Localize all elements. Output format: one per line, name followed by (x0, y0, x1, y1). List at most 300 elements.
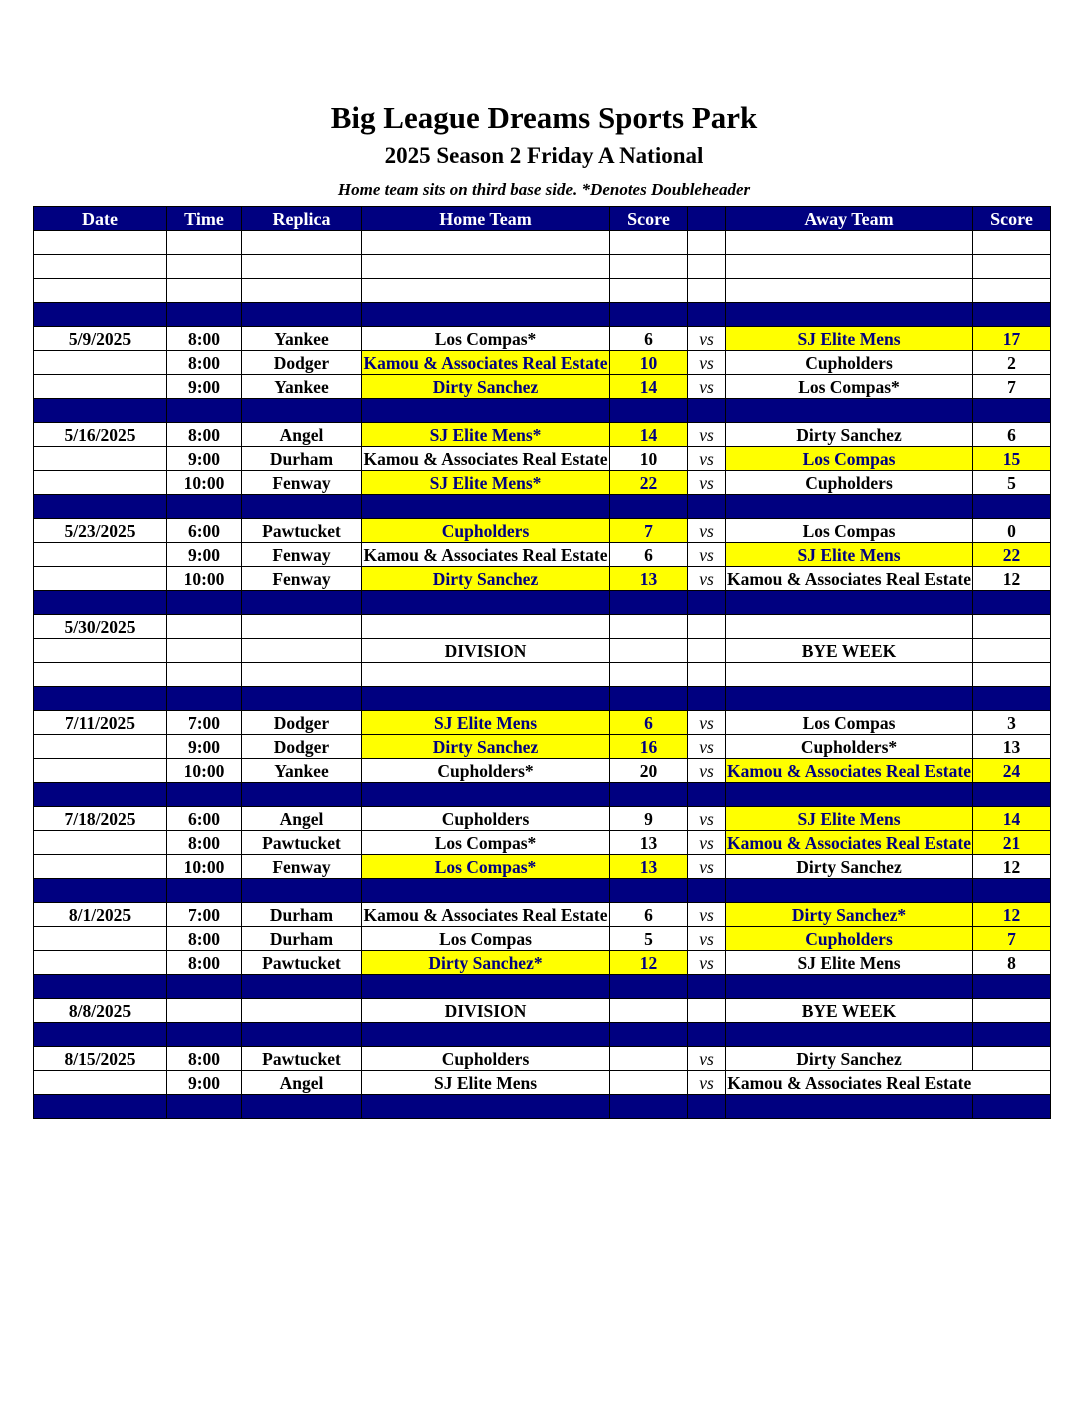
home-team-cell: Kamou & Associates Real Estate (363, 352, 608, 373)
home-team-cell (362, 663, 610, 687)
away-team-cell: Cupholders (726, 351, 973, 375)
away-team-cell: Los Compas (726, 711, 973, 735)
away-team-cell: Los Compas* (726, 375, 973, 399)
game-row (34, 831, 1051, 855)
away-score-cell (973, 495, 1051, 519)
home-score-cell (610, 1023, 688, 1047)
away-team-cell: Cupholders (726, 471, 973, 495)
header-home-score: Score (610, 207, 688, 231)
home-team-cell: DIVISION (362, 639, 610, 663)
date-cell (34, 447, 167, 471)
time-cell: 8:00 (167, 1047, 242, 1071)
home-team-cell: Kamou & Associates Real Estate (363, 544, 608, 565)
time-cell: 9:00 (167, 375, 242, 399)
away-score-cell: 24 (973, 759, 1051, 783)
home-team-cell (362, 495, 610, 519)
vs-cell: vs (688, 735, 726, 759)
home-score-cell: 5 (610, 927, 688, 951)
away-score-cell (973, 687, 1051, 711)
date-cell (34, 855, 167, 879)
home-team-cell: Dirty Sanchez (362, 567, 610, 591)
away-score-cell (973, 303, 1051, 327)
date-cell: 8/15/2025 (34, 1047, 167, 1071)
vs-cell: vs (688, 327, 726, 351)
game-row (34, 423, 1051, 447)
vs-cell (688, 975, 726, 999)
away-team-cell: Dirty Sanchez (726, 855, 973, 879)
away-score-cell: 12 (973, 903, 1051, 927)
time-cell (167, 663, 242, 687)
home-score-cell: 13 (610, 855, 688, 879)
table-row (34, 663, 1051, 687)
away-score-cell (973, 975, 1051, 999)
vs-cell (688, 999, 726, 1023)
home-team-cell: Los Compas* (362, 855, 610, 879)
replica-cell: Durham (242, 903, 362, 927)
away-team-cell: Cupholders* (726, 735, 973, 759)
time-cell: 10:00 (167, 759, 242, 783)
vs-cell (688, 231, 726, 255)
time-cell (167, 615, 242, 639)
game-row (34, 711, 1051, 735)
replica-cell: Fenway (242, 471, 362, 495)
game-row (34, 807, 1051, 831)
vs-cell (688, 615, 726, 639)
game-row (34, 951, 1051, 975)
vs-cell (688, 639, 726, 663)
replica-cell: Pawtucket (242, 519, 362, 543)
away-team-cell: Dirty Sanchez* (726, 903, 973, 927)
vs-cell: vs (688, 567, 726, 591)
home-score-cell: 10 (610, 447, 688, 471)
vs-cell (688, 591, 726, 615)
date-cell: 8/1/2025 (34, 903, 167, 927)
game-row (34, 735, 1051, 759)
away-team-cell: SJ Elite Mens (726, 951, 973, 975)
date-cell (34, 567, 167, 591)
vs-cell: vs (688, 807, 726, 831)
separator-row (34, 303, 1051, 327)
away-score-cell: 7 (973, 375, 1051, 399)
home-team-cell (362, 1095, 610, 1119)
away-score-cell: 12 (973, 855, 1051, 879)
date-cell (34, 639, 167, 663)
date-cell (34, 471, 167, 495)
away-score-cell (973, 1023, 1051, 1047)
away-score-cell (973, 663, 1051, 687)
away-team-cell: Los Compas (726, 447, 973, 471)
game-row (34, 927, 1051, 951)
vs-cell: vs (688, 519, 726, 543)
separator-row (34, 495, 1051, 519)
table-row (34, 639, 1051, 663)
separator-row (34, 879, 1051, 903)
home-score-cell (610, 1095, 688, 1119)
vs-cell: vs (688, 423, 726, 447)
away-score-cell: 22 (973, 543, 1051, 567)
replica-cell (242, 687, 362, 711)
time-cell (167, 999, 242, 1023)
replica-cell (242, 231, 362, 255)
home-score-cell (610, 975, 688, 999)
away-team-cell: SJ Elite Mens (726, 543, 973, 567)
vs-cell: vs (688, 1047, 726, 1071)
away-team-cell (726, 663, 973, 687)
game-row (34, 351, 1051, 375)
away-score-cell (973, 231, 1051, 255)
date-cell (34, 1023, 167, 1047)
vs-cell (688, 303, 726, 327)
time-cell (167, 687, 242, 711)
replica-cell (242, 975, 362, 999)
separator-row (34, 399, 1051, 423)
away-score-cell (973, 879, 1051, 903)
table-row (34, 615, 1051, 639)
time-cell (167, 495, 242, 519)
away-score-cell: 21 (973, 831, 1051, 855)
away-score-cell (973, 999, 1051, 1023)
away-score-cell (973, 615, 1051, 639)
away-team-cell (726, 879, 973, 903)
replica-cell: Pawtucket (242, 951, 362, 975)
game-row (34, 327, 1051, 351)
game-row (34, 1047, 1051, 1071)
date-cell (34, 663, 167, 687)
away-team-cell (726, 591, 973, 615)
replica-cell: Fenway (242, 855, 362, 879)
replica-cell (242, 639, 362, 663)
away-score-cell: 7 (973, 927, 1051, 951)
home-score-cell (610, 999, 688, 1023)
home-score-cell (610, 231, 688, 255)
replica-cell: Dodger (242, 735, 362, 759)
home-team-cell (362, 975, 610, 999)
replica-cell (242, 495, 362, 519)
header-home-team: Home Team (362, 207, 610, 231)
time-cell: 7:00 (167, 711, 242, 735)
date-cell (34, 303, 167, 327)
away-team-cell (726, 615, 973, 639)
table-row (34, 231, 1051, 255)
separator-row (34, 591, 1051, 615)
away-score-cell (973, 639, 1051, 663)
away-team-cell: Kamou & Associates Real Estate (726, 568, 971, 589)
away-score-cell: 2 (973, 351, 1051, 375)
table-header (34, 207, 1051, 231)
home-team-cell: SJ Elite Mens (362, 1071, 610, 1095)
date-cell: 8/8/2025 (34, 999, 167, 1023)
away-score-cell (973, 1047, 1051, 1071)
away-score-cell (973, 399, 1051, 423)
home-score-cell: 22 (610, 471, 688, 495)
separator-row (34, 975, 1051, 999)
replica-cell: Fenway (242, 543, 362, 567)
home-team-cell (362, 255, 610, 279)
away-score-cell: 15 (973, 447, 1051, 471)
vs-cell: vs (688, 927, 726, 951)
date-cell: 7/11/2025 (34, 711, 167, 735)
header-date: Date (34, 207, 167, 231)
away-team-cell (726, 975, 973, 999)
home-score-cell: 9 (610, 807, 688, 831)
time-cell (167, 879, 242, 903)
date-cell (34, 783, 167, 807)
home-score-cell: 13 (610, 831, 688, 855)
game-row (34, 567, 1051, 591)
date-cell (34, 735, 167, 759)
replica-cell (242, 615, 362, 639)
home-team-cell: Cupholders (362, 1047, 610, 1071)
home-score-cell: 16 (610, 735, 688, 759)
date-cell (34, 1071, 167, 1095)
home-score-cell (610, 303, 688, 327)
away-team-cell (726, 687, 973, 711)
away-team-cell: Kamou & Associates Real Estate (726, 832, 971, 853)
replica-cell: Fenway (242, 567, 362, 591)
game-row (34, 375, 1051, 399)
home-team-cell: Cupholders (362, 807, 610, 831)
home-score-cell: 14 (610, 375, 688, 399)
time-cell: 9:00 (167, 1071, 242, 1095)
home-team-cell: Dirty Sanchez (362, 735, 610, 759)
home-team-cell (362, 303, 610, 327)
away-score-cell (973, 279, 1051, 303)
home-team-cell (362, 783, 610, 807)
vs-cell: vs (688, 831, 726, 855)
away-score-cell (973, 255, 1051, 279)
away-score-cell: 12 (973, 567, 1051, 591)
replica-cell: Pawtucket (242, 831, 362, 855)
time-cell: 8:00 (167, 327, 242, 351)
away-team-cell: Kamou & Associates Real Estate (726, 760, 971, 781)
away-score-cell (973, 1095, 1051, 1119)
away-team-cell (726, 783, 973, 807)
replica-cell (242, 303, 362, 327)
home-score-cell (610, 879, 688, 903)
replica-cell: Pawtucket (242, 1047, 362, 1071)
home-team-cell (362, 591, 610, 615)
header-vs (688, 207, 726, 231)
home-team-cell: Los Compas* (362, 831, 610, 855)
home-team-cell: Cupholders* (362, 759, 610, 783)
away-team-cell (726, 303, 973, 327)
home-score-cell: 10 (610, 351, 688, 375)
date-cell (34, 279, 167, 303)
date-cell (34, 927, 167, 951)
date-cell (34, 831, 167, 855)
home-team-cell: Dirty Sanchez* (362, 951, 610, 975)
vs-cell (688, 663, 726, 687)
away-score-cell (973, 1071, 1051, 1095)
home-team-cell: SJ Elite Mens* (362, 423, 610, 447)
away-team-cell (726, 1071, 973, 1095)
away-team-cell: BYE WEEK (726, 639, 973, 663)
time-cell: 8:00 (167, 831, 242, 855)
date-cell (34, 495, 167, 519)
home-score-cell (610, 495, 688, 519)
game-row (34, 903, 1051, 927)
game-row (34, 471, 1051, 495)
date-cell (34, 255, 167, 279)
vs-cell: vs (688, 711, 726, 735)
game-row (34, 543, 1051, 567)
time-cell: 9:00 (167, 735, 242, 759)
replica-cell (242, 1023, 362, 1047)
home-score-cell: 7 (610, 519, 688, 543)
game-row (34, 447, 1051, 471)
home-score-cell: 6 (610, 711, 688, 735)
home-score-cell (610, 663, 688, 687)
separator-row (34, 783, 1051, 807)
header-replica: Replica (242, 207, 362, 231)
away-team-cell (726, 1023, 973, 1047)
vs-cell (688, 399, 726, 423)
replica-cell: Dodger (242, 711, 362, 735)
home-score-cell (610, 1071, 688, 1095)
home-team-cell: SJ Elite Mens* (362, 471, 610, 495)
game-row (34, 855, 1051, 879)
vs-cell: vs (688, 471, 726, 495)
header-time: Time (167, 207, 242, 231)
home-team-cell (362, 687, 610, 711)
time-cell: 10:00 (167, 567, 242, 591)
date-cell (34, 975, 167, 999)
header-away-score: Score (973, 207, 1051, 231)
home-score-cell: 20 (610, 759, 688, 783)
away-team-cell (726, 495, 973, 519)
home-score-cell (610, 279, 688, 303)
table-row (34, 999, 1051, 1023)
time-cell (167, 1095, 242, 1119)
time-cell: 7:00 (167, 903, 242, 927)
time-cell (167, 591, 242, 615)
home-score-cell (610, 399, 688, 423)
vs-cell: vs (688, 543, 726, 567)
home-score-cell: 14 (610, 423, 688, 447)
away-team-cell (726, 279, 973, 303)
time-cell (167, 639, 242, 663)
vs-cell (688, 783, 726, 807)
separator-row (34, 687, 1051, 711)
date-cell (34, 591, 167, 615)
away-team-cell (726, 1095, 973, 1119)
vs-cell: vs (688, 855, 726, 879)
replica-cell: Yankee (242, 375, 362, 399)
time-cell: 9:00 (167, 543, 242, 567)
home-team-cell: Kamou & Associates Real Estate (363, 448, 608, 469)
date-cell (34, 879, 167, 903)
home-score-cell: 6 (610, 327, 688, 351)
date-cell (34, 543, 167, 567)
vs-cell (688, 279, 726, 303)
away-team-cell (726, 399, 973, 423)
vs-cell: vs (688, 1071, 726, 1095)
separator-row (34, 1023, 1051, 1047)
time-cell (167, 231, 242, 255)
away-score-cell (973, 591, 1051, 615)
home-team-cell (362, 615, 610, 639)
away-team-cell: SJ Elite Mens (726, 807, 973, 831)
vs-cell (688, 1023, 726, 1047)
home-team-cell (362, 231, 610, 255)
date-cell: 5/9/2025 (34, 327, 167, 351)
page-subtitle: 2025 Season 2 Friday A National (384, 143, 704, 168)
vs-cell (688, 255, 726, 279)
away-team-cell: Los Compas (726, 519, 973, 543)
vs-cell (688, 1095, 726, 1119)
game-row (34, 519, 1051, 543)
vs-cell: vs (688, 759, 726, 783)
time-cell: 6:00 (167, 807, 242, 831)
home-score-cell: 12 (610, 951, 688, 975)
home-score-cell (610, 639, 688, 663)
home-score-cell (610, 591, 688, 615)
time-cell: 9:00 (167, 447, 242, 471)
replica-cell (242, 591, 362, 615)
away-score-cell: 13 (973, 735, 1051, 759)
replica-cell (242, 663, 362, 687)
away-team-cell: Dirty Sanchez (726, 423, 973, 447)
time-cell (167, 1023, 242, 1047)
replica-cell: Yankee (242, 759, 362, 783)
replica-cell (242, 879, 362, 903)
date-cell: 7/18/2025 (34, 807, 167, 831)
date-cell (34, 951, 167, 975)
replica-cell (242, 399, 362, 423)
time-cell (167, 303, 242, 327)
vs-cell: vs (688, 903, 726, 927)
replica-cell (242, 999, 362, 1023)
home-team-cell: SJ Elite Mens (362, 711, 610, 735)
replica-cell (242, 783, 362, 807)
time-cell: 10:00 (167, 471, 242, 495)
game-row (34, 1071, 1051, 1095)
away-score-cell: 0 (973, 519, 1051, 543)
table-row (34, 279, 1051, 303)
vs-cell (688, 879, 726, 903)
date-cell (34, 687, 167, 711)
away-score-cell: 8 (973, 951, 1051, 975)
vs-cell: vs (688, 375, 726, 399)
home-team-cell: Dirty Sanchez (362, 375, 610, 399)
schedule-table (33, 206, 1051, 1119)
home-team-cell: DIVISION (362, 999, 610, 1023)
home-score-cell: 6 (610, 903, 688, 927)
date-cell (34, 351, 167, 375)
replica-cell (242, 279, 362, 303)
replica-cell: Dodger (242, 351, 362, 375)
away-score-cell: 6 (973, 423, 1051, 447)
replica-cell (242, 1095, 362, 1119)
home-team-cell (362, 879, 610, 903)
away-team-cell: BYE WEEK (726, 999, 973, 1023)
time-cell (167, 783, 242, 807)
vs-cell (688, 687, 726, 711)
date-cell: 5/30/2025 (34, 615, 167, 639)
away-score-cell (973, 783, 1051, 807)
date-cell (34, 1095, 167, 1119)
home-team-cell (362, 399, 610, 423)
home-score-cell (610, 687, 688, 711)
home-score-cell: 6 (610, 543, 688, 567)
date-cell: 5/23/2025 (34, 519, 167, 543)
away-score-cell: 17 (973, 327, 1051, 351)
date-cell (34, 399, 167, 423)
vs-cell: vs (688, 447, 726, 471)
replica-cell: Angel (242, 423, 362, 447)
page-note: Home team sits on third base side. *Denotes Doubleheader (337, 180, 751, 199)
replica-cell: Durham (242, 927, 362, 951)
